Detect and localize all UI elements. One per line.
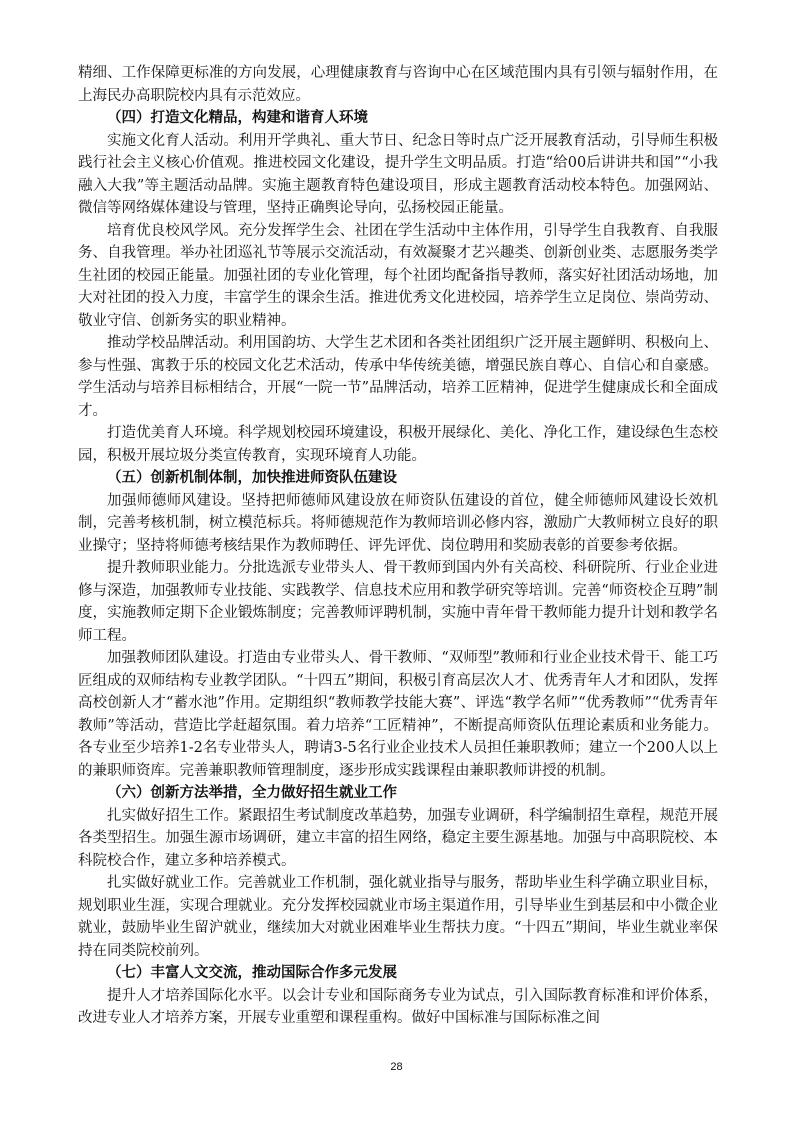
section-heading-7: （七）丰富人文交流，推动国际合作多元发展 (107, 964, 397, 981)
paragraph: 提升人才培养国际化水平。以会计专业和国际商务专业为试点，引入国际教育标准和评价体系，改进专业人才培养方案，开展专业重塑和课程重构。做好中国标准与国际标准之间 (78, 987, 718, 1026)
paragraph: 扎实做好招生工作。紧跟招生考试制度改革趋势，加强专业调研，科学编制招生章程，规范开展各类型招生。加强生源市场调研，建立丰富的招生网络，稳定主要生源基地。加强与中高职院校、本科院校合作，建立多种培养模式。 (78, 807, 718, 869)
paragraph: 推动学校品牌活动。利用国韵坊、大学生艺术团和各类社团组织广泛开展主题鲜明、积极向上、参与性强、寓教于乐的校园文化艺术活动，传承中华传统美德，增强民族自尊心、自信心和自豪感。学生活动与培养目标相结合，开展“一院一节”品牌活动，培养工匠精神，促进学生健康成长和全面成才。 (78, 335, 718, 419)
section-heading-5: （五）创新机制体制，加快推进师资队伍建设 (107, 469, 397, 486)
paragraph-continuation: 精细、工作保障更标准的方向发展，心理健康教育与咨询中心在区域范围内具有引领与辐射作用，在上海民办高职院校内具有示范效应。 (78, 65, 718, 104)
paragraph: 打造优美育人环境。科学规划校园环境建设，积极开展绿化、美化、净化工作，建设绿色生态校园，积极开展垃圾分类宣传教育，实现环境育人功能。 (78, 425, 718, 464)
paragraph: 提升教师职业能力。分批选派专业带头人、骨干教师到国内外有关高校、科研院所、行业企业进修与深造，加强教师专业技能、实践教学、信息技术应用和教学研究等培训。完善“师资校企互聘”制度，实施教师定期下企业锻炼制度；完善教师评聘机制，实施中青年骨干教师能力提升计划和教学名师工程。 (78, 560, 718, 644)
section-heading-4: （四）打造文化精品，构建和谐育人环境 (107, 109, 368, 126)
section-heading-6: （六）创新方法举措，全力做好招生就业工作 (107, 784, 397, 801)
document-body (78, 62, 718, 1030)
paragraph: 加强教师团队建设。打造由专业带头人、骨干教师、“双师型”教师和行业企业技术骨干、能工巧匠组成的双师结构专业教学团队。“十四五”期间，积极引育高层次人才、优秀青年人才和团队，发挥高校创新人才“蓄水池”作用。定期组织“教师教学技能大赛”、评选“教学名师”“优秀教师”“优秀青年教师”等活动，营造比学赶超氛围。着力培养“工匠精神”，不断提高师资队伍理论素质和业务能力。各专业至少培养1-2名专业带头人，聘请3-5名行业企业技术人员担任兼职教师；建立一个200人以上的兼职师资库。完善兼职教师管理制度，逐步形成实践课程由兼职教师讲授的机制。 (78, 650, 718, 779)
paragraph: 实施文化育人活动。利用开学典礼、重大节日、纪念日等时点广泛开展教育活动，引导师生积极践行社会主义核心价值观。推进校园文化建设，提升学生文明品质。打造“给00后讲讲共和国”“小我融入大我”等主题活动品牌。实施主题教育特色建设项目，形成主题教育活动校本特色。加强网站、微信等网络媒体建设与管理，坚持正确舆论导向，弘扬校园正能量。 (78, 132, 718, 216)
paragraph: 培育优良校风学风。充分发挥学生会、社团在学生活动中主体作用，引导学生自我教育、自我服务、自我管理。举办社团巡礼节等展示交流活动，有效凝聚才艺兴趣类、创新创业类、志愿服务类学生社团的校园正能量。加强社团的专业化管理，每个社团均配备指导教师，落实好社团活动场地，加大对社团的投入力度，丰富学生的课余生活。推进优秀文化进校园，培养学生立足岗位、崇尚劳动、敬业守信、创新务实的职业精神。 (78, 222, 718, 329)
paragraph: 扎实做好就业工作。完善就业工作机制，强化就业指导与服务，帮助毕业生科学确立职业目标，规划职业生涯，实现合理就业。充分发挥校园就业市场主渠道作用，引导毕业生到基层和中小微企业就业，鼓励毕业生留沪就业，继续加大对就业困难毕业生帮扶力度。“十四五”期间，毕业生就业率保持在同类院校前列。 (78, 875, 718, 959)
paragraph: 加强师德师风建设。坚持把师德师风建设放在师资队伍建设的首位，健全师德师风建设长效机制，完善考核机制，树立模范标兵。将师德规范作为教师培训必修内容，激励广大教师树立良好的职业操守；坚持将师德考核结果作为教师聘任、评先评优、岗位聘用和奖励表彰的首要参考依据。 (78, 492, 718, 554)
page-number: 28 (390, 1061, 403, 1073)
